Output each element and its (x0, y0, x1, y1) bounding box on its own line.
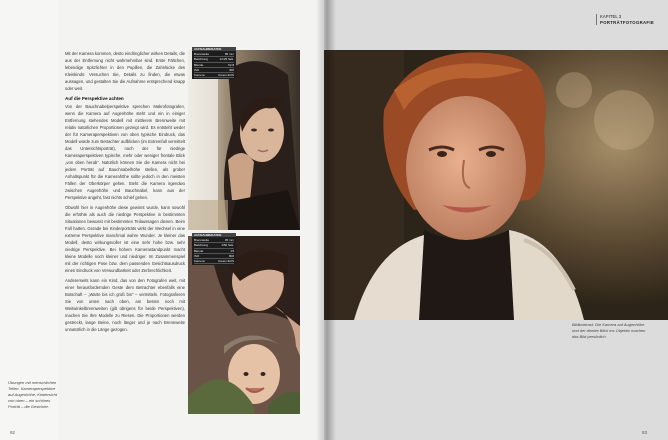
exif-label: Kamera (194, 73, 205, 78)
photo-older-woman (324, 50, 668, 320)
exif-value: 85 mm (224, 52, 234, 57)
exif-label: Kamera (194, 259, 205, 264)
page-number-right: 93 (642, 430, 648, 435)
exif-value: Canon EOS (217, 259, 234, 264)
exif-value: Canon EOS (217, 73, 234, 78)
right-caption: Bildkontrast: Die Kamera auf Augenhöhe und der direkte Blick ins Objektiv machen das Bild persönlich. (572, 322, 646, 339)
exif-top-row (194, 73, 234, 78)
left-margin (0, 0, 58, 440)
exif-value: f/2.8 (228, 62, 234, 67)
exif-box-top (192, 47, 236, 79)
page-number-left: 92 (10, 430, 16, 435)
section-heading: Auf die Perspektive achten (65, 96, 124, 101)
exif-value: 800 (228, 253, 234, 258)
exif-value: 35 mm (224, 238, 234, 243)
exif-bottom-row (194, 259, 234, 264)
exif-label: Brennweite (194, 238, 210, 243)
body-paragraph-1: Von der Bauchnabelperspektive sprechen Makrofotografen, wenn die Kamera auf Augenhöhe steht und ein in einiger Entfernung stehendes Modell mit mittlerem Brennweite mit relativ natürlichen Proportionen gezeigt wird. Es entsteht weder der für Kameraperspektiven von oben typische Eindruck, das Modell würde zum Betrachter aufblicken (im Extremfall vermittelt das Untersichtsporträt), noch der für niedrige Kameraperspektiven typische, mehr oder weniger frontale Blick „von oben herab“. Natürlich können Sie die Kamera nicht bei jedem Porträt auf Bauchnabelhöhe stellen, als grober Anhaltspunkt für die Kamerahöhe sollte jedoch in den meisten Fällen der Oberkörper gelten. Steht die Kamera irgendwo zwischen Augenhöhe und Bauchnabel, kann aus der Perspektive angeht, fast nichts schief gehen. (65, 104, 185, 200)
exif-label: ISO (194, 67, 200, 72)
chapter-header (596, 14, 654, 25)
exif-value: f/4 (230, 248, 234, 253)
left-caption: Übungen mit menschlichen Teilen. Kameraperspektive auf Augenhöhe, Kindersicht von oben – ein schönes Porträt – die Gesichter. (8, 380, 57, 409)
body-paragraph-3: Andererseits kann ein Kind, das von den Fotografen weit, mit einer herausfordernden Geste dem Betrachter ebenfalls eine Botschaft – „Warte bis ich groß bin“ – vermitteln. Fotografieren Sie von unten nach oben, am besten noch mit Weitwinkelbrennweiten (gilt übrigens für beide Perspektiven), machen Sie Ihre Modelle zu Riesen. Die Proportionen werden gestreckt, lange Beine, noch länger und je nach Brennweite unnatürlich in die Länge gezogen. (65, 278, 185, 332)
right-page (324, 0, 668, 440)
book-gutter (316, 0, 336, 440)
chapter-label: KAPITEL 3 (600, 14, 622, 19)
exif-bottom-title: AUFNAHMEDATEN (192, 233, 236, 237)
exif-label: ISO (194, 253, 200, 258)
exif-label: Brennweite (194, 52, 210, 57)
body-text-column (65, 50, 185, 336)
intro-paragraph: Mit der Kamera kommen, desto eindringlicher wirken Details, die aus der Entfernung nicht wahrnehmbar sind. Erste Fältchen, lebendige Spitzlichter in den Pupillen, die Zahnlücke des Kleinkinds: Versuchen Sie, Details zu finden, die etwas aussagen, und gestalten Sie die Aufnahme entsprechend knapp oder weit. (65, 51, 185, 91)
exif-label: Blende (194, 248, 204, 253)
photo-older-woman-image (324, 50, 668, 320)
exif-value: 1/125 Sek. (219, 57, 234, 62)
exif-value: 1/60 Sek. (221, 243, 234, 248)
exif-label: Belichtung (194, 243, 209, 248)
body-paragraph-2: Obwohl hier in Augenhöhe diese gewinnt wurde, kann sowohl die erhöhte als auch die niedrige Perspektive in bestimmten Situationen bewusst mit bestimmten Teilaussagen dienen. Beim Fall hatten. Gerade bei Kinderporträts wirkt der Wechsel in eine extreme Perspektive manchmal wahre Wunder. Je kleiner das Modell, desto wirkungsvoller ist eine sehr hohe bzw. sehr niedrige Perspektive. Bei hohem Kamerastandpunkt macht kleine Modelle noch kleiner und niedriger. Im Zusammenspiel mit der richtigen Pose bzw. dem passenden Gesichtsausdruck einen Eindruck von Verwundbarkeit oder Zerbrechlichkeit. (65, 205, 185, 273)
left-page (0, 0, 324, 440)
exif-value: 400 (228, 67, 234, 72)
chapter-title: PORTRÄTFOTOGRAFIE (600, 19, 654, 25)
exif-top-title: AUFNAHMEDATEN (192, 47, 236, 51)
exif-label: Blende (194, 62, 204, 67)
exif-label: Belichtung (194, 57, 209, 62)
exif-box-bottom (192, 233, 236, 265)
